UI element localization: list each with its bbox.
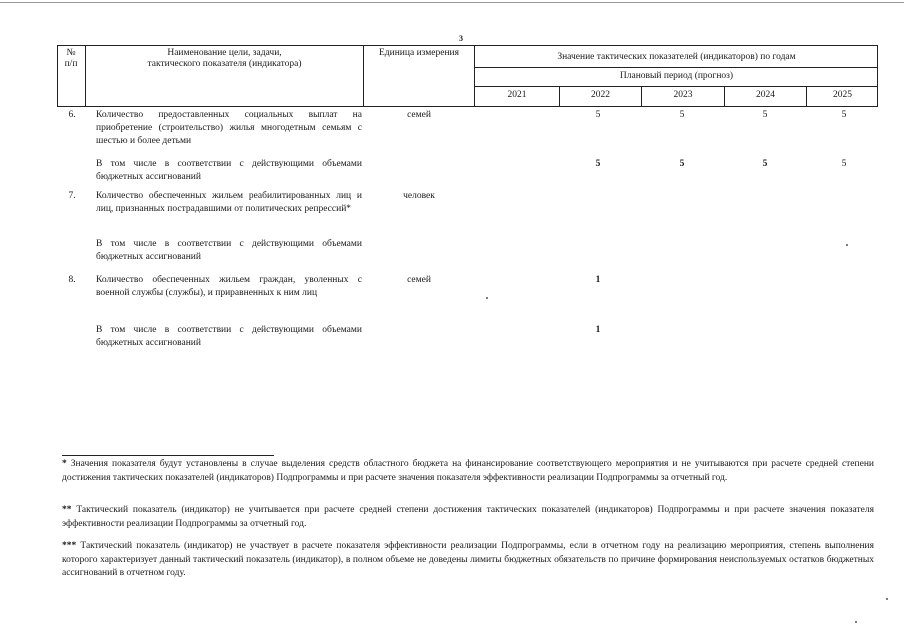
scan-top-border — [0, 2, 904, 3]
header-period: Плановый период (прогноз) — [619, 71, 734, 81]
row-subvalue: 5 — [679, 159, 685, 169]
footnote-mark: ** — [62, 505, 72, 515]
row-subvalue: 1 — [595, 325, 601, 335]
header-year: 2025 — [833, 90, 852, 100]
row-unit: семей — [407, 110, 431, 120]
row-name: Количество предоставленных социальных выплат на приобретение (строительство) жилья многодетным семьям с шестью и более детьми — [96, 110, 362, 146]
page-number: 3 — [459, 34, 463, 43]
row-name: Количество обеспеченных жильем реабилитированных лиц и лиц, признанных пострадавшими от политических репрессий* — [96, 191, 362, 214]
footnote-rule — [62, 455, 274, 456]
row-value: 1 — [595, 275, 601, 285]
row-value: 5 — [679, 110, 685, 120]
scan-speck — [855, 621, 857, 623]
footnote-mark: * — [62, 459, 67, 469]
row-subvalue: 5 — [762, 159, 768, 169]
row-subname: В том числе в соответствии с действующими объемами бюджетных ассигнований — [96, 325, 362, 348]
row-subname: В том числе в соответствии с действующими объемами бюджетных ассигнований — [96, 159, 362, 182]
header-name: Наименование цели, задачи, тактического показателя (индикатора) — [147, 48, 302, 69]
row-unit: семей — [407, 275, 431, 285]
header-year: 2021 — [507, 90, 527, 100]
footnote — [62, 540, 874, 581]
footnote-text: Тактический показатель (индикатор) не учитывается при расчете средней степени достижения тактических показателей (индикаторов) Подпрограммы и при расчете значения показателя эффективности реализации Подпрограммы за отчетный год. — [62, 505, 874, 529]
row-name: Количество обеспеченных жильем граждан, уволенных с военной службы (службы), и приравненных к ним лиц — [96, 275, 362, 298]
footnote-text: Тактический показатель (индикатор) не участвует в расчете показателя эффективности реализации Подпрограммы, если в отчетном году на реализацию мероприятия, степень выполнения которого характеризует данный тактический показатель (индикатор), в полном объеме не доведены лимиты бюджетных обязательств по причине формирования неиспользуемых остатков бюджетных ассигнований в отчетном году. — [62, 541, 875, 578]
row-number: 8. — [68, 275, 76, 285]
footnote — [62, 504, 874, 531]
scan-speck — [846, 244, 848, 246]
row-subvalue: 5 — [841, 159, 847, 169]
row-subvalue: 5 — [595, 159, 601, 169]
header-year: 2023 — [673, 90, 693, 100]
row-unit: человек — [403, 191, 435, 201]
header-num: № п/п — [64, 48, 78, 69]
footnote — [62, 458, 874, 485]
header-year: 2024 — [756, 90, 775, 100]
footnote-text: Значения показателя будут установлены в случае выделения средств областного бюджета на финансирование соответствующего мероприятия и не учитываются при расчете средней степени достижения тактических показателей (индикаторов) Подпрограммы и при расчете значения показателя эффективности реализации Подпрограммы за отчетный год. — [62, 459, 874, 483]
row-number: 7. — [68, 191, 76, 201]
header-unit: Единица измерения — [379, 48, 459, 58]
header-year: 2022 — [591, 90, 610, 100]
header-values: Значение тактических показателей (индикаторов) по годам — [557, 52, 796, 62]
header-divider — [474, 86, 878, 87]
scan-speck — [886, 598, 888, 600]
row-value: 5 — [841, 110, 847, 120]
row-value: 5 — [762, 110, 768, 120]
scan-speck — [486, 297, 488, 299]
row-subname: В том числе в соответствии с действующими объемами бюджетных ассигнований — [96, 239, 362, 262]
row-value: 5 — [595, 110, 601, 120]
header-divider — [474, 67, 878, 68]
row-number: 6. — [68, 110, 76, 120]
footnote-mark: *** — [62, 541, 77, 551]
